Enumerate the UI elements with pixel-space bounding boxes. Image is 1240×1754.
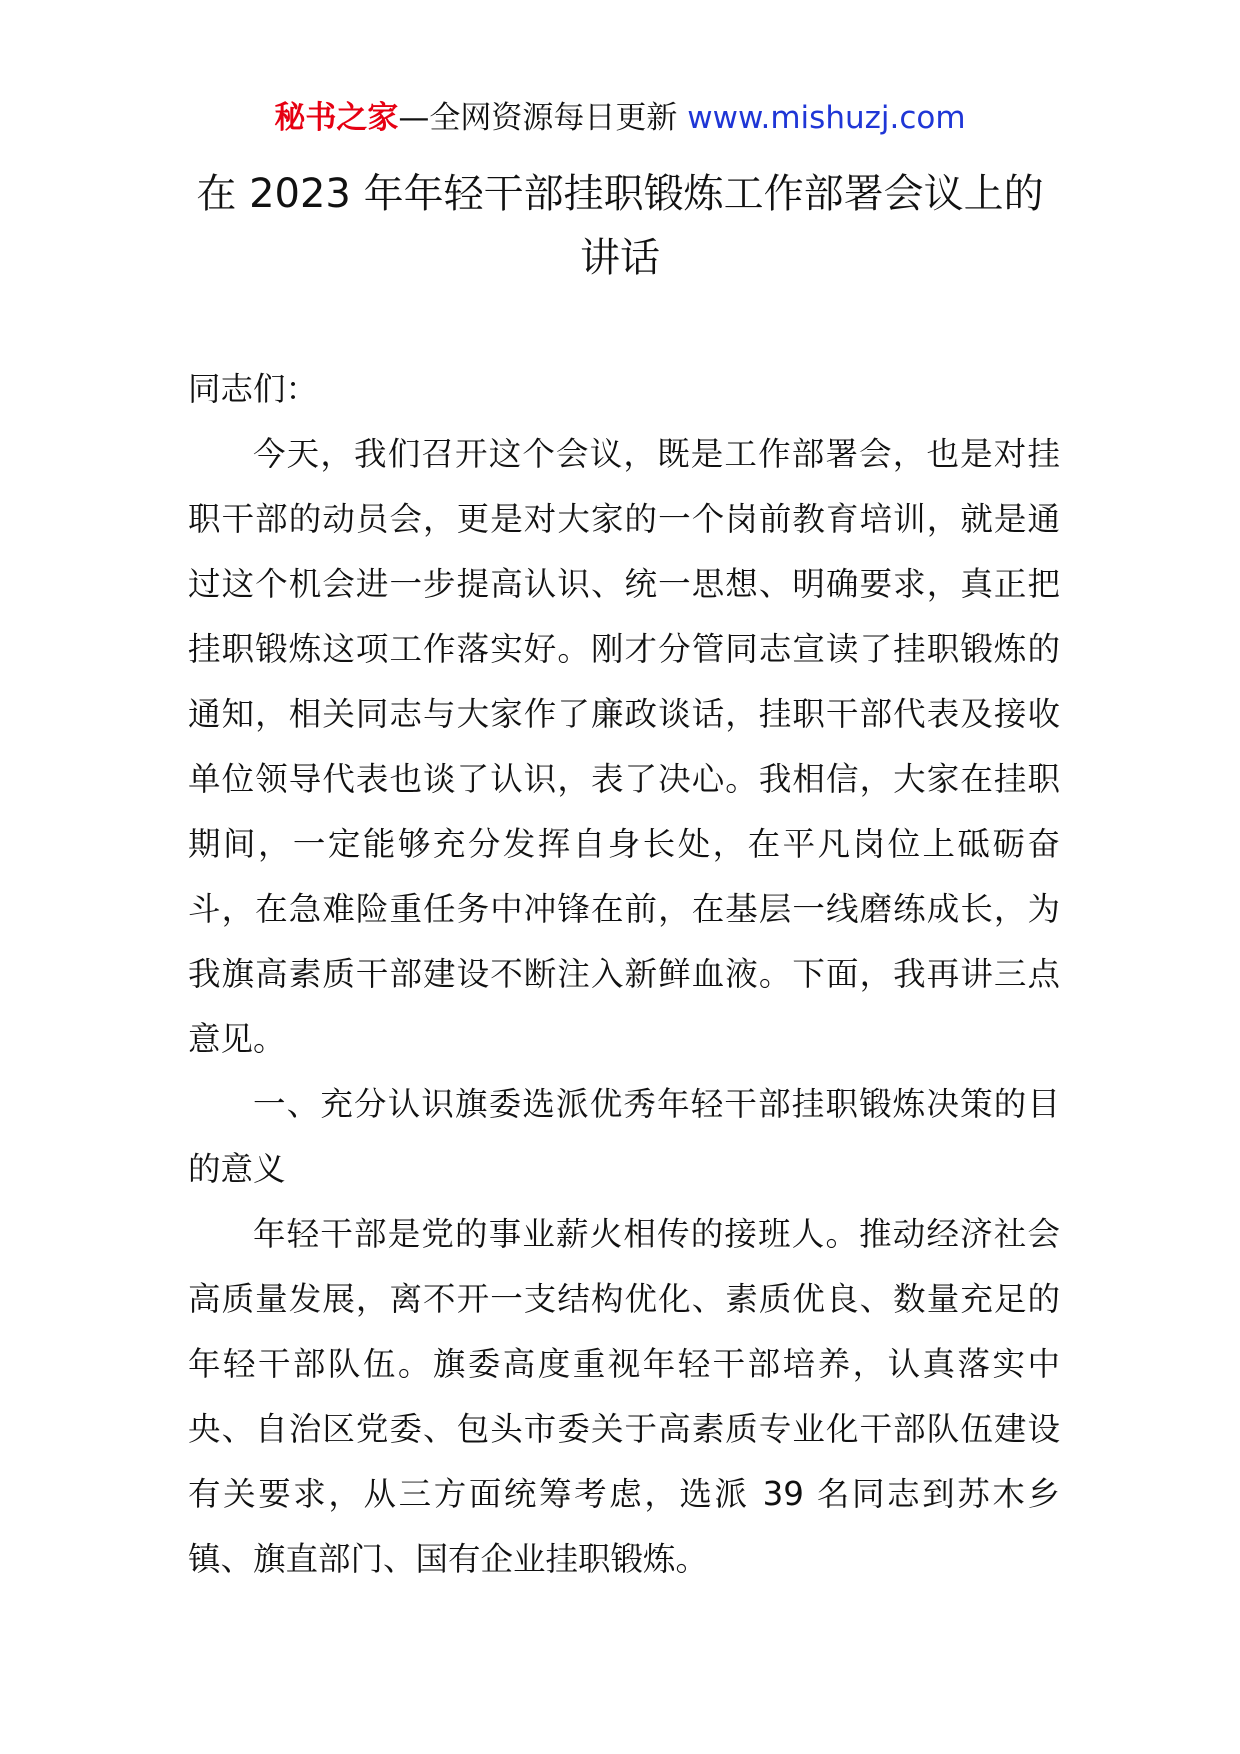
salutation: 同志们： <box>188 370 319 408</box>
brand-name: 秘书之家 <box>274 100 399 136</box>
site-url[interactable]: www.mishuzj.com <box>687 100 966 136</box>
title-line-2: 讲话 <box>580 235 660 281</box>
site-header <box>0 98 1240 138</box>
paragraph-intro: 今天，我们召开这个会议，既是工作部署会，也是对挂职干部的动员会，更是对大家的一个岗前教育培训，就是通过这个机会进一步提高认识、统一思想、明确要求，真正把挂职锻炼这项工作落实好。刚才分管同志宣读了挂职锻炼的通知，相关同志与大家作了廉政谈话，挂职干部代表及接收单位领导代表也谈了认识，表了决心。我相信，大家在挂职期间，一定能够充分发挥自身长处，在平凡岗位上砥砺奋斗，在急难险重任务中冲锋在前，在基层一线磨练成长，为我旗高素质干部建设不断注入新鲜血液。下面，我再讲三点意见。 <box>188 435 1060 1058</box>
document-body <box>188 357 1060 1592</box>
site-tagline: —全网资源每日更新 <box>398 100 688 136</box>
paragraph-section-1: 年轻干部是党的事业薪火相传的接班人。推动经济社会高质量发展，离不开一支结构优化、素质优良、数量充足的年轻干部队伍。旗委高度重视年轻干部培养，认真落实中央、自治区党委、包头市委关于高素质专业化干部队伍建设有关要求，从三方面统筹考虑，选派 39 名同志到苏木乡镇、旗直部门、国有企业挂职锻炼。 <box>188 1215 1060 1578</box>
section-heading-1: 一、充分认识旗委选派优秀年轻干部挂职锻炼决策的目的意义 <box>188 1085 1060 1188</box>
title-line-1: 在 2023 年年轻干部挂职锻炼工作部署会议上的 <box>196 171 1044 217</box>
document-title <box>150 162 1090 290</box>
